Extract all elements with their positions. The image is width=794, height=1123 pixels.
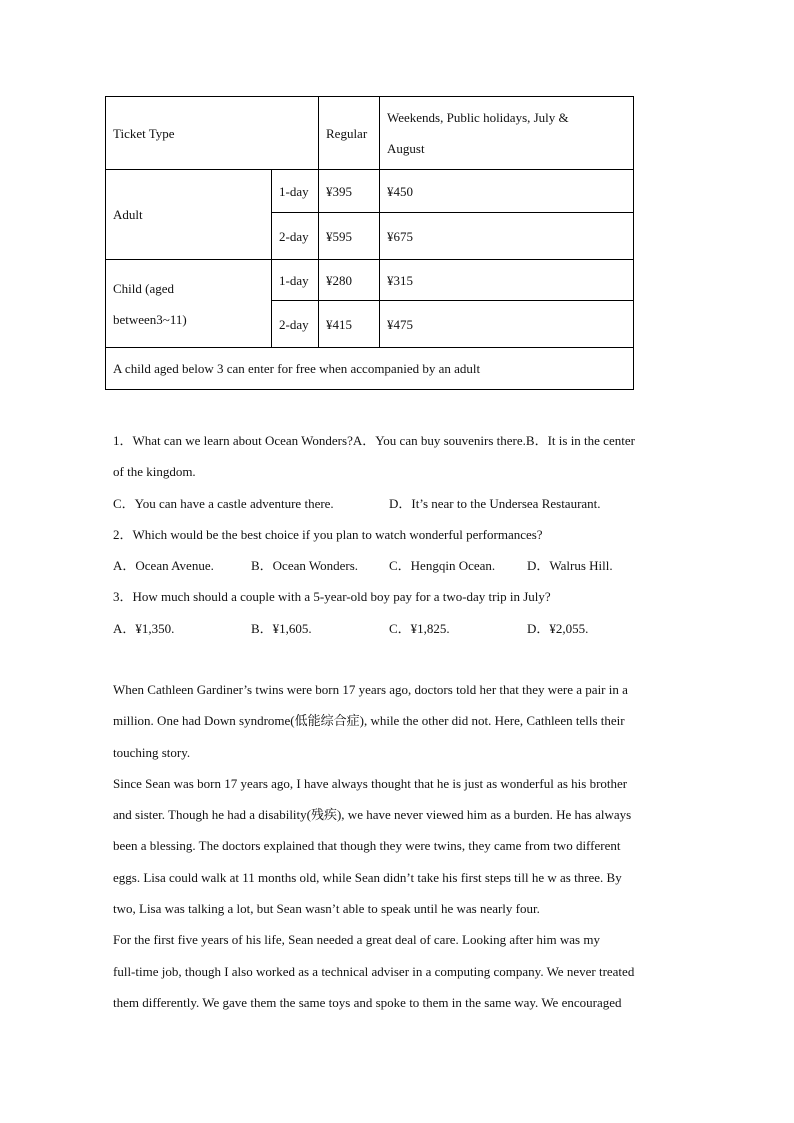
passage-line: been a blessing. The doctors explained that though they were twins, they came from two different xyxy=(113,838,621,854)
peak-price-cell: ¥475 xyxy=(380,301,634,348)
header-peak-line1: Weekends, Public holidays, July & xyxy=(387,110,569,125)
ticket-price-table xyxy=(105,96,634,390)
option-d: D．It’s near to the Undersea Restaurant. xyxy=(389,495,601,511)
days-cell: 2-day xyxy=(272,301,319,348)
days-cell: 1-day xyxy=(272,170,319,213)
child-label-line2: between3~11) xyxy=(113,311,187,327)
passage-line: million. One had Down syndrome(低能综合症), while the other did not. Here, Cathleen tells their xyxy=(113,713,625,729)
peak-price-cell: ¥675 xyxy=(380,213,634,260)
regular-price-cell: ¥280 xyxy=(319,260,380,301)
passage-line: and sister. Though he had a disability(残疾), we have never viewed him as a burden. He has always xyxy=(113,807,632,823)
passage-line: When Cathleen Gardiner’s twins were born 17 years ago, doctors told her that they were a pair in a xyxy=(113,682,628,697)
child-label-line1: Child (aged xyxy=(113,280,175,296)
passage-line: For the first five years of his life, Sean needed a great deal of care. Looking after him was my xyxy=(113,932,600,948)
child-label xyxy=(106,260,272,348)
option-a: A．Ocean Avenue. xyxy=(113,558,214,574)
passage-line: Since Sean was born 17 years ago, I have always thought that he is just as wonderful as his brother xyxy=(113,775,628,791)
option-b: B．Ocean Wonders. xyxy=(251,558,359,574)
regular-price-cell: ¥415 xyxy=(319,301,380,348)
peak-price-cell: ¥450 xyxy=(380,170,634,213)
option-d: D．¥2,055. xyxy=(527,620,589,636)
question-2-stem: 2．Which would be the best choice if you plan to watch wonderful performances? xyxy=(113,526,543,542)
adult-label: Adult xyxy=(106,170,272,260)
question-1-options xyxy=(113,488,693,519)
passage-line: eggs. Lisa could walk at 11 months old, while Sean didn’t take his first steps till he w as three. By xyxy=(113,869,622,885)
table-header-row xyxy=(106,97,634,170)
table-note: A child aged below 3 can enter for free when accompanied by an adult xyxy=(106,348,634,390)
passage-line: two, Lisa was talking a lot, but Sean wasn’t able to speak until he was nearly four. xyxy=(113,901,540,917)
option-c: C．Hengqin Ocean. xyxy=(389,558,496,574)
header-regular: Regular xyxy=(319,97,380,170)
option-c: C．You can have a castle adventure there. xyxy=(113,495,334,511)
question-1-line2: of the kingdom. xyxy=(113,464,196,480)
table-row xyxy=(106,170,634,213)
reading-passage xyxy=(113,674,693,1018)
question-2-options xyxy=(113,550,693,581)
peak-price-cell: ¥315 xyxy=(380,260,634,301)
regular-price-cell: ¥395 xyxy=(319,170,380,213)
table-note-row xyxy=(106,348,634,390)
questions-section xyxy=(113,425,693,644)
regular-price-cell: ¥595 xyxy=(319,213,380,260)
passage-line: full-time job, though I also worked as a technical adviser in a computing company. We never treated xyxy=(113,963,635,979)
question-1-line1: 1．What can we learn about Ocean Wonders?A．You can buy souvenirs there.B．It is in the center xyxy=(113,433,635,448)
header-peak-line2: August xyxy=(387,141,425,156)
option-c: C．¥1,825. xyxy=(389,620,450,636)
table-row xyxy=(106,260,634,301)
header-ticket-type: Ticket Type xyxy=(106,97,319,170)
days-cell: 2-day xyxy=(272,213,319,260)
days-cell: 1-day xyxy=(272,260,319,301)
question-3-options xyxy=(113,613,693,644)
passage-line: them differently. We gave them the same toys and spoke to them in the same way. We encouraged xyxy=(113,994,622,1010)
option-d: D．Walrus Hill. xyxy=(527,558,613,574)
question-3-stem: 3．How much should a couple with a 5-year-old boy pay for a two-day trip in July? xyxy=(113,589,551,605)
passage-line: touching story. xyxy=(113,744,191,760)
option-b: B．¥1,605. xyxy=(251,620,312,636)
option-a: A．¥1,350. xyxy=(113,620,175,636)
header-peak xyxy=(380,97,634,170)
